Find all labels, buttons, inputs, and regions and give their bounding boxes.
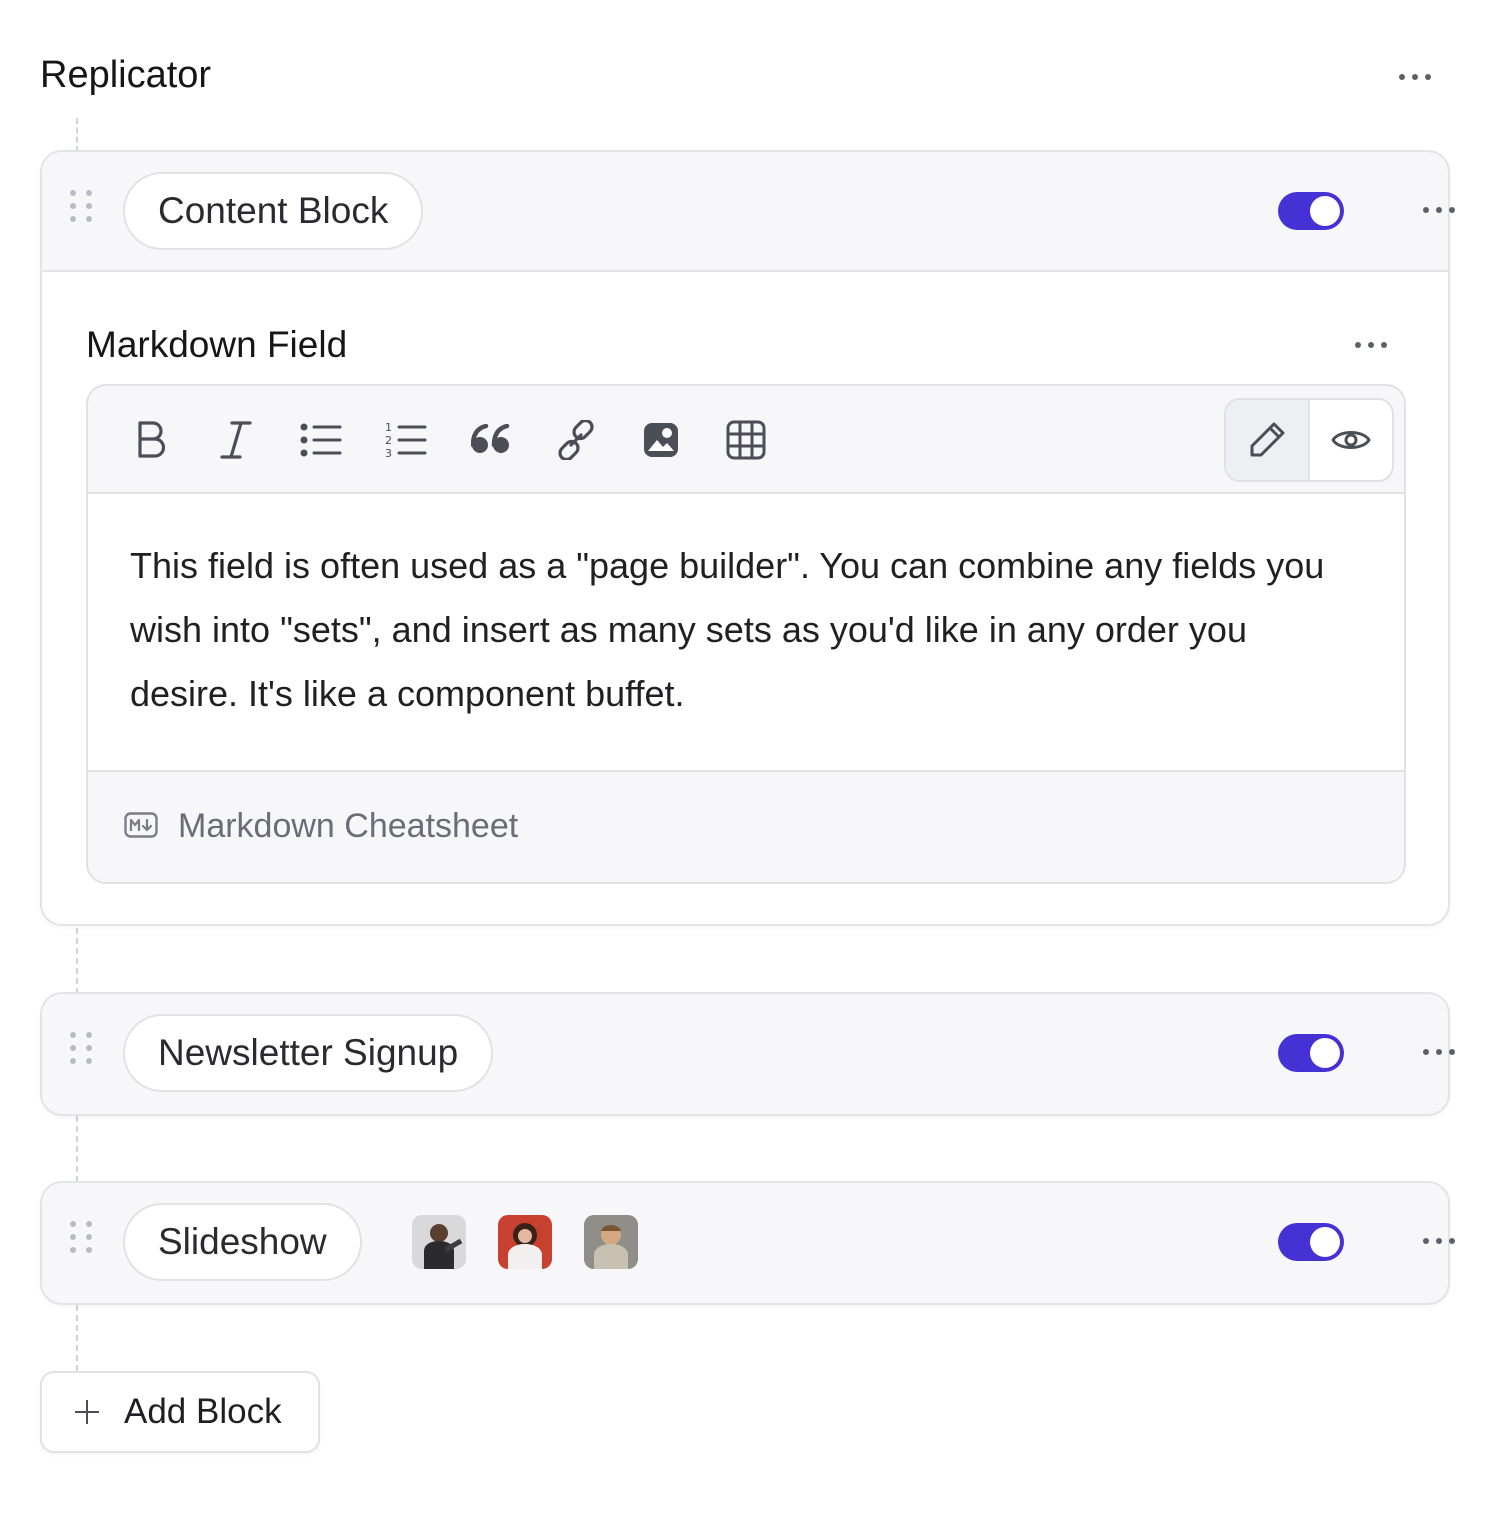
italic-icon[interactable] [212, 416, 260, 464]
markdown-cheatsheet-link[interactable]: Markdown Cheatsheet [178, 807, 519, 845]
set-more-icon[interactable] [1423, 1238, 1455, 1244]
add-block-button[interactable] [40, 1371, 320, 1453]
set-header [42, 1183, 1448, 1301]
drag-handle-icon[interactable] [70, 190, 92, 222]
plus-icon [74, 1399, 100, 1425]
editor-footer [88, 772, 1404, 882]
set-header [42, 152, 1448, 270]
image-icon[interactable] [637, 416, 685, 464]
field-more-icon[interactable] [1355, 342, 1387, 348]
set-more-icon[interactable] [1423, 207, 1455, 213]
markdown-icon [124, 812, 158, 843]
svg-text:3: 3 [385, 447, 392, 460]
set-enabled-toggle[interactable] [1278, 1034, 1344, 1072]
markdown-field-label: Markdown Field [86, 324, 348, 365]
svg-text:1: 1 [385, 421, 392, 434]
set-content-block [40, 150, 1450, 926]
quote-icon[interactable] [467, 416, 515, 464]
set-label-pill[interactable]: Newsletter Signup [123, 1014, 493, 1092]
drag-handle-icon[interactable] [70, 1032, 92, 1064]
markdown-toolbar [88, 386, 1404, 494]
add-block-label: Add Block [124, 1392, 282, 1431]
set-enabled-toggle[interactable] [1278, 1223, 1344, 1261]
drag-handle-icon[interactable] [70, 1221, 92, 1253]
set-more-icon[interactable] [1423, 1049, 1455, 1055]
markdown-editor [86, 384, 1406, 884]
set-newsletter-signup [40, 992, 1450, 1116]
timeline-connector [76, 1305, 78, 1371]
replicator-more-icon[interactable] [1399, 74, 1431, 80]
set-header [42, 994, 1448, 1112]
link-icon[interactable] [552, 416, 600, 464]
set-label-pill[interactable]: Slideshow [123, 1203, 362, 1281]
edit-pencil-icon[interactable] [1226, 400, 1310, 480]
set-label-pill[interactable]: Content Block [123, 172, 423, 250]
bulleted-list-icon[interactable] [297, 416, 345, 464]
timeline-connector [76, 118, 78, 152]
replicator-title: Replicator [40, 54, 212, 96]
timeline-connector [76, 1116, 78, 1182]
slideshow-thumbnail[interactable] [412, 1215, 466, 1269]
timeline-connector [76, 928, 78, 994]
preview-eye-icon[interactable] [1310, 400, 1392, 480]
editor-mode-group [1224, 398, 1394, 482]
slideshow-thumbnail[interactable] [498, 1215, 552, 1269]
svg-text:2: 2 [385, 434, 392, 447]
numbered-list-icon[interactable] [382, 416, 430, 464]
set-enabled-toggle[interactable] [1278, 192, 1344, 230]
set-body [42, 270, 1448, 924]
markdown-content[interactable]: This field is often used as a "page builder". You can combine any fields you wish into "sets", and insert as many sets as you'd like in any order you desire. It's like a component buffet. [88, 494, 1404, 772]
slideshow-thumbnails [412, 1215, 638, 1269]
bold-icon[interactable] [127, 416, 175, 464]
set-slideshow [40, 1181, 1450, 1305]
table-icon[interactable] [722, 416, 770, 464]
slideshow-thumbnail[interactable] [584, 1215, 638, 1269]
